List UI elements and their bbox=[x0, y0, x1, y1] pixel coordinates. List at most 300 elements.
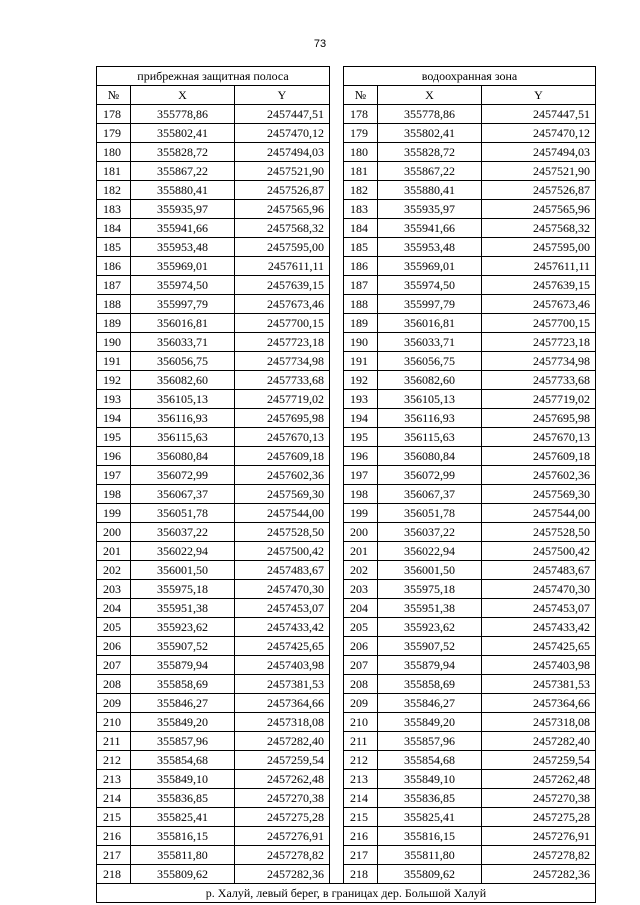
x-coordinate-coastal: 355849,20 bbox=[131, 713, 235, 732]
point-number-water-zone: 192 bbox=[344, 371, 378, 390]
y-coordinate-water-zone: 2457723,18 bbox=[482, 333, 596, 352]
point-number-water-zone: 185 bbox=[344, 238, 378, 257]
point-number-water-zone: 193 bbox=[344, 390, 378, 409]
point-number-coastal: 214 bbox=[97, 789, 131, 808]
y-coordinate-coastal: 2457719,02 bbox=[235, 390, 330, 409]
x-coordinate-water-zone: 356056,75 bbox=[378, 352, 482, 371]
point-number-coastal: 207 bbox=[97, 656, 131, 675]
x-coordinate-coastal: 355880,41 bbox=[131, 181, 235, 200]
point-number-water-zone: 203 bbox=[344, 580, 378, 599]
x-coordinate-water-zone: 356033,71 bbox=[378, 333, 482, 352]
point-number-water-zone: 205 bbox=[344, 618, 378, 637]
point-number-water-zone: 217 bbox=[344, 846, 378, 865]
point-number-coastal: 178 bbox=[97, 105, 131, 124]
table-gap bbox=[330, 352, 344, 371]
point-number-water-zone: 184 bbox=[344, 219, 378, 238]
table-gap bbox=[330, 618, 344, 637]
table-gap bbox=[330, 504, 344, 523]
y-coordinate-water-zone: 2457282,40 bbox=[482, 732, 596, 751]
x-coordinate-coastal: 355935,97 bbox=[131, 200, 235, 219]
table-gap bbox=[330, 865, 344, 884]
table-row bbox=[97, 447, 596, 466]
point-number-water-zone: 190 bbox=[344, 333, 378, 352]
y-coordinate-water-zone: 2457270,38 bbox=[482, 789, 596, 808]
y-coordinate-water-zone: 2457262,48 bbox=[482, 770, 596, 789]
table-row bbox=[97, 390, 596, 409]
y-coordinate-water-zone: 2457609,18 bbox=[482, 447, 596, 466]
y-coordinate-water-zone: 2457569,30 bbox=[482, 485, 596, 504]
x-coordinate-coastal: 355907,52 bbox=[131, 637, 235, 656]
column-header-row bbox=[97, 86, 596, 105]
point-number-coastal: 192 bbox=[97, 371, 131, 390]
x-coordinate-coastal: 356016,81 bbox=[131, 314, 235, 333]
point-number-coastal: 198 bbox=[97, 485, 131, 504]
point-number-water-zone: 181 bbox=[344, 162, 378, 181]
x-coordinate-water-zone: 355974,50 bbox=[378, 276, 482, 295]
x-coordinate-coastal: 355816,15 bbox=[131, 827, 235, 846]
table-row bbox=[97, 789, 596, 808]
table-gap bbox=[330, 238, 344, 257]
y-coordinate-coastal: 2457609,18 bbox=[235, 447, 330, 466]
table-gap bbox=[330, 485, 344, 504]
table-gap bbox=[330, 580, 344, 599]
point-number-water-zone: 182 bbox=[344, 181, 378, 200]
point-number-water-zone: 188 bbox=[344, 295, 378, 314]
y-coordinate-water-zone: 2457364,66 bbox=[482, 694, 596, 713]
y-coordinate-water-zone: 2457670,13 bbox=[482, 428, 596, 447]
point-number-water-zone: 212 bbox=[344, 751, 378, 770]
table-row bbox=[97, 523, 596, 542]
y-coordinate-coastal: 2457483,67 bbox=[235, 561, 330, 580]
x-coordinate-water-zone: 356037,22 bbox=[378, 523, 482, 542]
x-coordinate-coastal: 355857,96 bbox=[131, 732, 235, 751]
x-coordinate-coastal: 356001,50 bbox=[131, 561, 235, 580]
x-coordinate-coastal: 356033,71 bbox=[131, 333, 235, 352]
point-number-coastal: 218 bbox=[97, 865, 131, 884]
point-number-coastal: 193 bbox=[97, 390, 131, 409]
col-header-num: № bbox=[344, 86, 378, 105]
point-number-coastal: 211 bbox=[97, 732, 131, 751]
y-coordinate-coastal: 2457318,08 bbox=[235, 713, 330, 732]
x-coordinate-coastal: 356105,13 bbox=[131, 390, 235, 409]
x-coordinate-water-zone: 356051,78 bbox=[378, 504, 482, 523]
col-header-num: № bbox=[97, 86, 131, 105]
y-coordinate-water-zone: 2457611,11 bbox=[482, 257, 596, 276]
table-row bbox=[97, 694, 596, 713]
x-coordinate-water-zone: 355941,66 bbox=[378, 219, 482, 238]
table-row bbox=[97, 485, 596, 504]
y-coordinate-coastal: 2457734,98 bbox=[235, 352, 330, 371]
y-coordinate-water-zone: 2457719,02 bbox=[482, 390, 596, 409]
table-gap bbox=[330, 637, 344, 656]
point-number-coastal: 195 bbox=[97, 428, 131, 447]
x-coordinate-water-zone: 356080,84 bbox=[378, 447, 482, 466]
table-gap bbox=[330, 219, 344, 238]
point-number-water-zone: 206 bbox=[344, 637, 378, 656]
y-coordinate-water-zone: 2457403,98 bbox=[482, 656, 596, 675]
y-coordinate-coastal: 2457611,11 bbox=[235, 257, 330, 276]
coordinates-table bbox=[96, 66, 596, 903]
x-coordinate-water-zone: 356016,81 bbox=[378, 314, 482, 333]
point-number-coastal: 205 bbox=[97, 618, 131, 637]
x-coordinate-water-zone: 355867,22 bbox=[378, 162, 482, 181]
point-number-coastal: 206 bbox=[97, 637, 131, 656]
table-row bbox=[97, 409, 596, 428]
y-coordinate-water-zone: 2457700,15 bbox=[482, 314, 596, 333]
point-number-coastal: 210 bbox=[97, 713, 131, 732]
section-header-row bbox=[97, 67, 596, 86]
x-coordinate-coastal: 355953,48 bbox=[131, 238, 235, 257]
point-number-coastal: 186 bbox=[97, 257, 131, 276]
y-coordinate-water-zone: 2457500,42 bbox=[482, 542, 596, 561]
y-coordinate-coastal: 2457425,65 bbox=[235, 637, 330, 656]
point-number-coastal: 187 bbox=[97, 276, 131, 295]
table-gap bbox=[330, 276, 344, 295]
col-header-x: X bbox=[378, 86, 482, 105]
y-coordinate-coastal: 2457470,30 bbox=[235, 580, 330, 599]
x-coordinate-coastal: 355802,41 bbox=[131, 124, 235, 143]
y-coordinate-coastal: 2457278,82 bbox=[235, 846, 330, 865]
x-coordinate-coastal: 355879,94 bbox=[131, 656, 235, 675]
x-coordinate-coastal: 355828,72 bbox=[131, 143, 235, 162]
x-coordinate-coastal: 355836,85 bbox=[131, 789, 235, 808]
point-number-water-zone: 183 bbox=[344, 200, 378, 219]
point-number-water-zone: 198 bbox=[344, 485, 378, 504]
x-coordinate-water-zone: 356072,99 bbox=[378, 466, 482, 485]
point-number-coastal: 180 bbox=[97, 143, 131, 162]
table-gap bbox=[330, 143, 344, 162]
table-row bbox=[97, 561, 596, 580]
y-coordinate-water-zone: 2457565,96 bbox=[482, 200, 596, 219]
table-body bbox=[97, 105, 596, 884]
table-gap bbox=[330, 67, 344, 86]
x-coordinate-coastal: 356080,84 bbox=[131, 447, 235, 466]
table-gap bbox=[330, 314, 344, 333]
page-number: 73 bbox=[313, 38, 327, 50]
table-row bbox=[97, 295, 596, 314]
point-number-coastal: 217 bbox=[97, 846, 131, 865]
point-number-coastal: 179 bbox=[97, 124, 131, 143]
x-coordinate-coastal: 355858,69 bbox=[131, 675, 235, 694]
point-number-water-zone: 180 bbox=[344, 143, 378, 162]
table-gap bbox=[330, 390, 344, 409]
y-coordinate-coastal: 2457568,32 bbox=[235, 219, 330, 238]
table-row bbox=[97, 143, 596, 162]
y-coordinate-coastal: 2457528,50 bbox=[235, 523, 330, 542]
y-coordinate-water-zone: 2457595,00 bbox=[482, 238, 596, 257]
y-coordinate-water-zone: 2457695,98 bbox=[482, 409, 596, 428]
table-gap bbox=[330, 105, 344, 124]
x-coordinate-coastal: 355997,79 bbox=[131, 295, 235, 314]
point-number-water-zone: 216 bbox=[344, 827, 378, 846]
y-coordinate-water-zone: 2457602,36 bbox=[482, 466, 596, 485]
table-row bbox=[97, 105, 596, 124]
table-row bbox=[97, 352, 596, 371]
x-coordinate-water-zone: 355854,68 bbox=[378, 751, 482, 770]
x-coordinate-coastal: 356056,75 bbox=[131, 352, 235, 371]
x-coordinate-coastal: 356072,99 bbox=[131, 466, 235, 485]
x-coordinate-water-zone: 355879,94 bbox=[378, 656, 482, 675]
y-coordinate-water-zone: 2457470,30 bbox=[482, 580, 596, 599]
x-coordinate-water-zone: 356116,93 bbox=[378, 409, 482, 428]
table-gap bbox=[330, 561, 344, 580]
col-header-y: Y bbox=[482, 86, 596, 105]
table-gap bbox=[330, 656, 344, 675]
point-number-water-zone: 207 bbox=[344, 656, 378, 675]
x-coordinate-water-zone: 356022,94 bbox=[378, 542, 482, 561]
table-gap bbox=[330, 86, 344, 105]
x-coordinate-coastal: 355974,50 bbox=[131, 276, 235, 295]
y-coordinate-water-zone: 2457734,98 bbox=[482, 352, 596, 371]
x-coordinate-coastal: 355941,66 bbox=[131, 219, 235, 238]
x-coordinate-water-zone: 355907,52 bbox=[378, 637, 482, 656]
x-coordinate-coastal: 355975,18 bbox=[131, 580, 235, 599]
x-coordinate-water-zone: 355880,41 bbox=[378, 181, 482, 200]
table-gap bbox=[330, 333, 344, 352]
y-coordinate-coastal: 2457544,00 bbox=[235, 504, 330, 523]
point-number-coastal: 185 bbox=[97, 238, 131, 257]
table-row bbox=[97, 751, 596, 770]
table-row bbox=[97, 865, 596, 884]
x-coordinate-coastal: 355809,62 bbox=[131, 865, 235, 884]
x-coordinate-water-zone: 355809,62 bbox=[378, 865, 482, 884]
y-coordinate-coastal: 2457521,90 bbox=[235, 162, 330, 181]
x-coordinate-coastal: 355951,38 bbox=[131, 599, 235, 618]
point-number-water-zone: 210 bbox=[344, 713, 378, 732]
point-number-coastal: 189 bbox=[97, 314, 131, 333]
point-number-coastal: 199 bbox=[97, 504, 131, 523]
table-gap bbox=[330, 827, 344, 846]
point-number-coastal: 203 bbox=[97, 580, 131, 599]
y-coordinate-coastal: 2457275,28 bbox=[235, 808, 330, 827]
y-coordinate-water-zone: 2457733,68 bbox=[482, 371, 596, 390]
y-coordinate-water-zone: 2457568,32 bbox=[482, 219, 596, 238]
y-coordinate-coastal: 2457733,68 bbox=[235, 371, 330, 390]
y-coordinate-water-zone: 2457453,07 bbox=[482, 599, 596, 618]
x-coordinate-coastal: 355854,68 bbox=[131, 751, 235, 770]
table-row bbox=[97, 599, 596, 618]
table-row bbox=[97, 580, 596, 599]
x-coordinate-coastal: 355849,10 bbox=[131, 770, 235, 789]
x-coordinate-water-zone: 355836,85 bbox=[378, 789, 482, 808]
y-coordinate-coastal: 2457500,42 bbox=[235, 542, 330, 561]
y-coordinate-water-zone: 2457639,15 bbox=[482, 276, 596, 295]
table-gap bbox=[330, 124, 344, 143]
point-number-water-zone: 191 bbox=[344, 352, 378, 371]
point-number-water-zone: 196 bbox=[344, 447, 378, 466]
x-coordinate-water-zone: 355778,86 bbox=[378, 105, 482, 124]
point-number-water-zone: 178 bbox=[344, 105, 378, 124]
x-coordinate-coastal: 355923,62 bbox=[131, 618, 235, 637]
point-number-water-zone: 204 bbox=[344, 599, 378, 618]
point-number-water-zone: 195 bbox=[344, 428, 378, 447]
table-row bbox=[97, 314, 596, 333]
point-number-coastal: 201 bbox=[97, 542, 131, 561]
point-number-coastal: 216 bbox=[97, 827, 131, 846]
table-row bbox=[97, 466, 596, 485]
point-number-coastal: 209 bbox=[97, 694, 131, 713]
point-number-water-zone: 214 bbox=[344, 789, 378, 808]
table-row bbox=[97, 333, 596, 352]
x-coordinate-water-zone: 355816,15 bbox=[378, 827, 482, 846]
table-row bbox=[97, 637, 596, 656]
table-row bbox=[97, 770, 596, 789]
y-coordinate-water-zone: 2457673,46 bbox=[482, 295, 596, 314]
y-coordinate-coastal: 2457276,91 bbox=[235, 827, 330, 846]
y-coordinate-coastal: 2457259,54 bbox=[235, 751, 330, 770]
table-row bbox=[97, 808, 596, 827]
point-number-water-zone: 186 bbox=[344, 257, 378, 276]
y-coordinate-coastal: 2457673,46 bbox=[235, 295, 330, 314]
x-coordinate-water-zone: 356067,37 bbox=[378, 485, 482, 504]
y-coordinate-water-zone: 2457528,50 bbox=[482, 523, 596, 542]
point-number-water-zone: 211 bbox=[344, 732, 378, 751]
x-coordinate-water-zone: 355849,20 bbox=[378, 713, 482, 732]
point-number-water-zone: 179 bbox=[344, 124, 378, 143]
y-coordinate-coastal: 2457602,36 bbox=[235, 466, 330, 485]
x-coordinate-water-zone: 355953,48 bbox=[378, 238, 482, 257]
x-coordinate-water-zone: 356115,63 bbox=[378, 428, 482, 447]
table-gap bbox=[330, 751, 344, 770]
table-gap bbox=[330, 732, 344, 751]
y-coordinate-coastal: 2457381,53 bbox=[235, 675, 330, 694]
point-number-coastal: 194 bbox=[97, 409, 131, 428]
y-coordinate-coastal: 2457453,07 bbox=[235, 599, 330, 618]
x-coordinate-coastal: 356116,93 bbox=[131, 409, 235, 428]
point-number-coastal: 204 bbox=[97, 599, 131, 618]
point-number-water-zone: 199 bbox=[344, 504, 378, 523]
x-coordinate-coastal: 355846,27 bbox=[131, 694, 235, 713]
table-gap bbox=[330, 808, 344, 827]
y-coordinate-coastal: 2457282,36 bbox=[235, 865, 330, 884]
point-number-water-zone: 197 bbox=[344, 466, 378, 485]
y-coordinate-water-zone: 2457278,82 bbox=[482, 846, 596, 865]
x-coordinate-water-zone: 355923,62 bbox=[378, 618, 482, 637]
table-gap bbox=[330, 409, 344, 428]
point-number-water-zone: 194 bbox=[344, 409, 378, 428]
y-coordinate-water-zone: 2457494,03 bbox=[482, 143, 596, 162]
y-coordinate-coastal: 2457700,15 bbox=[235, 314, 330, 333]
col-header-y: Y bbox=[235, 86, 330, 105]
table-row bbox=[97, 618, 596, 637]
table-gap bbox=[330, 599, 344, 618]
table-gap bbox=[330, 466, 344, 485]
table-row bbox=[97, 675, 596, 694]
table-gap bbox=[330, 295, 344, 314]
table-row bbox=[97, 371, 596, 390]
table-gap bbox=[330, 846, 344, 865]
point-number-coastal: 208 bbox=[97, 675, 131, 694]
y-coordinate-coastal: 2457526,87 bbox=[235, 181, 330, 200]
x-coordinate-coastal: 355867,22 bbox=[131, 162, 235, 181]
table-row bbox=[97, 124, 596, 143]
y-coordinate-coastal: 2457595,00 bbox=[235, 238, 330, 257]
x-coordinate-water-zone: 355858,69 bbox=[378, 675, 482, 694]
table-gap bbox=[330, 447, 344, 466]
section-header-coastal-strip: прибрежная защитная полоса bbox=[97, 67, 330, 86]
table-gap bbox=[330, 542, 344, 561]
point-number-coastal: 202 bbox=[97, 561, 131, 580]
x-coordinate-coastal: 355811,80 bbox=[131, 846, 235, 865]
y-coordinate-coastal: 2457695,98 bbox=[235, 409, 330, 428]
x-coordinate-water-zone: 355825,41 bbox=[378, 808, 482, 827]
table-row bbox=[97, 428, 596, 447]
table-gap bbox=[330, 200, 344, 219]
table-row bbox=[97, 219, 596, 238]
y-coordinate-coastal: 2457494,03 bbox=[235, 143, 330, 162]
point-number-coastal: 188 bbox=[97, 295, 131, 314]
table-gap bbox=[330, 371, 344, 390]
point-number-coastal: 190 bbox=[97, 333, 131, 352]
point-number-water-zone: 202 bbox=[344, 561, 378, 580]
point-number-water-zone: 187 bbox=[344, 276, 378, 295]
x-coordinate-water-zone: 355828,72 bbox=[378, 143, 482, 162]
y-coordinate-water-zone: 2457447,51 bbox=[482, 105, 596, 124]
table-row bbox=[97, 504, 596, 523]
x-coordinate-water-zone: 355849,10 bbox=[378, 770, 482, 789]
point-number-coastal: 191 bbox=[97, 352, 131, 371]
point-number-coastal: 212 bbox=[97, 751, 131, 770]
y-coordinate-water-zone: 2457275,28 bbox=[482, 808, 596, 827]
y-coordinate-water-zone: 2457470,12 bbox=[482, 124, 596, 143]
point-number-coastal: 213 bbox=[97, 770, 131, 789]
point-number-coastal: 181 bbox=[97, 162, 131, 181]
x-coordinate-water-zone: 355969,01 bbox=[378, 257, 482, 276]
point-number-water-zone: 189 bbox=[344, 314, 378, 333]
x-coordinate-water-zone: 356001,50 bbox=[378, 561, 482, 580]
point-number-coastal: 182 bbox=[97, 181, 131, 200]
table-row bbox=[97, 200, 596, 219]
table-gap bbox=[330, 694, 344, 713]
table-row bbox=[97, 713, 596, 732]
y-coordinate-water-zone: 2457433,42 bbox=[482, 618, 596, 637]
y-coordinate-water-zone: 2457521,90 bbox=[482, 162, 596, 181]
table-gap bbox=[330, 523, 344, 542]
point-number-coastal: 200 bbox=[97, 523, 131, 542]
y-coordinate-water-zone: 2457544,00 bbox=[482, 504, 596, 523]
x-coordinate-water-zone: 355951,38 bbox=[378, 599, 482, 618]
table-row bbox=[97, 276, 596, 295]
table-row bbox=[97, 238, 596, 257]
table-row bbox=[97, 732, 596, 751]
y-coordinate-coastal: 2457470,12 bbox=[235, 124, 330, 143]
point-number-coastal: 215 bbox=[97, 808, 131, 827]
x-coordinate-water-zone: 355997,79 bbox=[378, 295, 482, 314]
y-coordinate-coastal: 2457447,51 bbox=[235, 105, 330, 124]
point-number-water-zone: 215 bbox=[344, 808, 378, 827]
footer-note: р. Халуй, левый берег, в границах дер. Большой Халуй bbox=[97, 884, 596, 903]
point-number-coastal: 184 bbox=[97, 219, 131, 238]
table-row bbox=[97, 257, 596, 276]
section-header-water-protection-zone: водоохранная зона bbox=[344, 67, 596, 86]
footer-row bbox=[97, 884, 596, 903]
y-coordinate-coastal: 2457639,15 bbox=[235, 276, 330, 295]
y-coordinate-coastal: 2457364,66 bbox=[235, 694, 330, 713]
table-row bbox=[97, 827, 596, 846]
x-coordinate-coastal: 356037,22 bbox=[131, 523, 235, 542]
point-number-water-zone: 213 bbox=[344, 770, 378, 789]
table-row bbox=[97, 162, 596, 181]
point-number-water-zone: 218 bbox=[344, 865, 378, 884]
x-coordinate-coastal: 355825,41 bbox=[131, 808, 235, 827]
table-row bbox=[97, 542, 596, 561]
x-coordinate-coastal: 355778,86 bbox=[131, 105, 235, 124]
table-row bbox=[97, 181, 596, 200]
x-coordinate-coastal: 356022,94 bbox=[131, 542, 235, 561]
y-coordinate-coastal: 2457565,96 bbox=[235, 200, 330, 219]
y-coordinate-coastal: 2457433,42 bbox=[235, 618, 330, 637]
col-header-x: X bbox=[131, 86, 235, 105]
